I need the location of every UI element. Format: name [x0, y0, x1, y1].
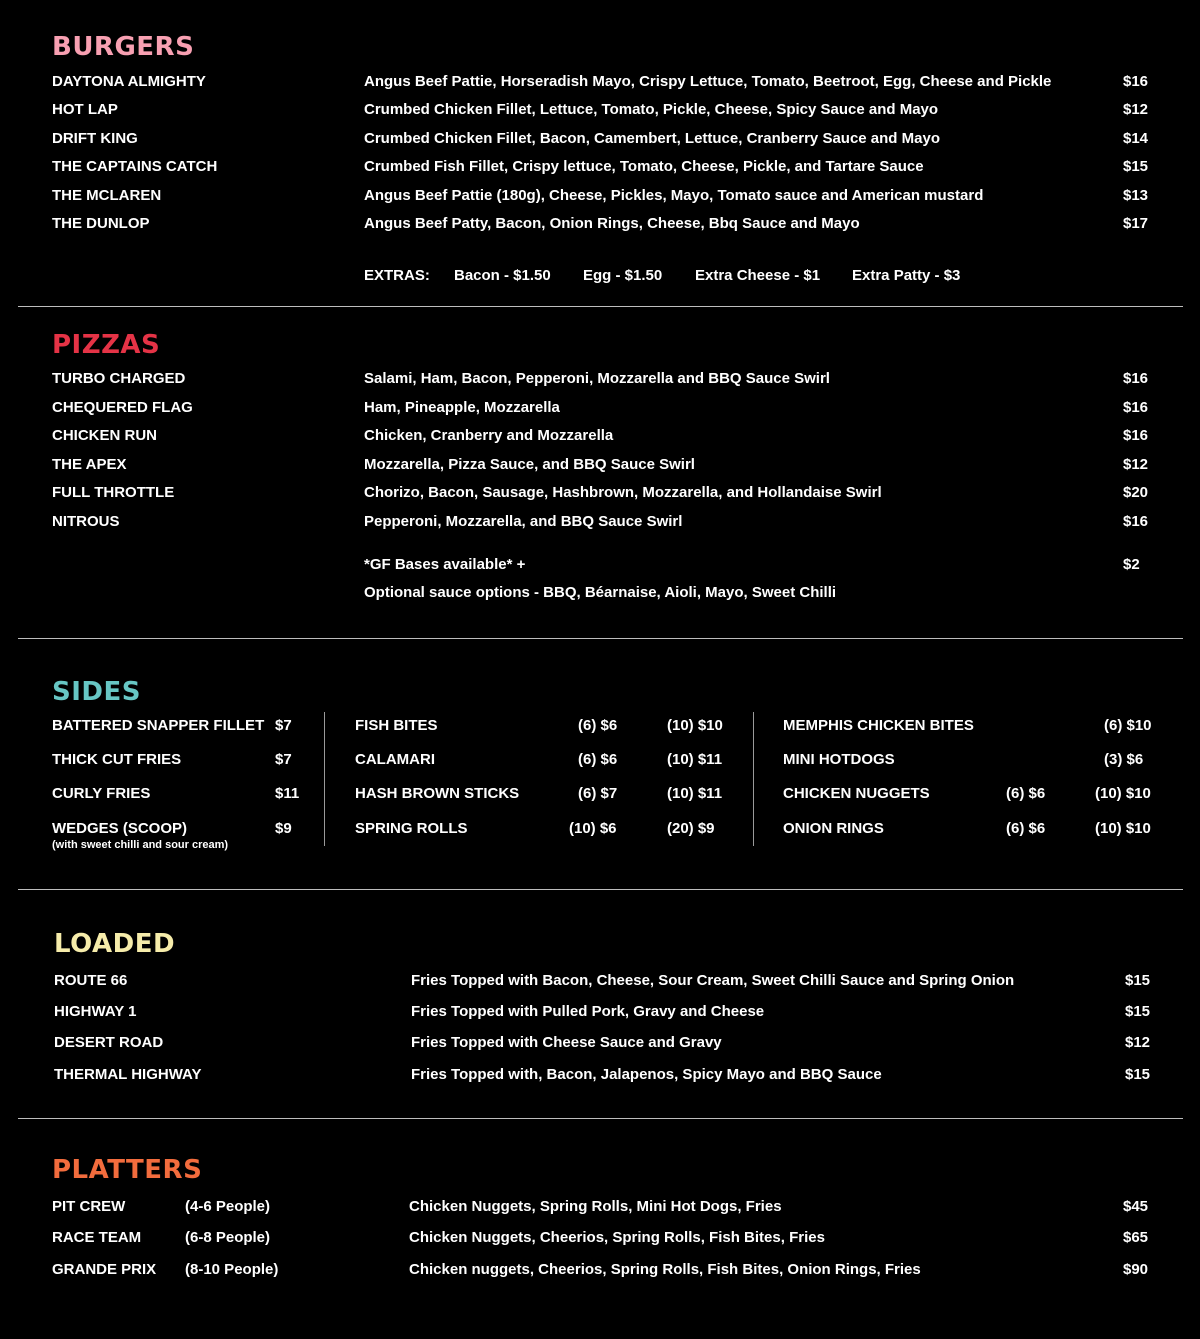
menu-item-price: $12	[1125, 1034, 1151, 1051]
gf-bases-note: *GF Bases available* +	[364, 556, 526, 573]
pizzas-heading: PIZZAS	[52, 330, 161, 360]
menu-item-description: Chicken nuggets, Cheerios, Spring Rolls, Fish Bites, Onion Rings, Fries	[409, 1261, 921, 1278]
menu-item-name: DRIFT KING	[52, 130, 138, 147]
side-item-name: SPRING ROLLS	[355, 820, 468, 837]
menu-item-description: Salami, Ham, Bacon, Pepperoni, Mozzarella and BBQ Sauce Swirl	[364, 370, 830, 387]
menu-item-name: FULL THROTTLE	[52, 484, 175, 501]
gf-bases-price: $2	[1123, 556, 1140, 573]
menu-item-description: Chicken Nuggets, Cheerios, Spring Rolls, Fish Bites, Fries	[409, 1229, 825, 1246]
side-item-price-small: (6) $6	[1006, 785, 1046, 802]
menu-item-name: GRANDE PRIX	[52, 1261, 157, 1278]
side-item-price: $7	[275, 751, 292, 768]
menu-item-price: $90	[1123, 1261, 1149, 1278]
side-item-price-small: (10) $6	[569, 820, 617, 837]
platter-serves: (8-10 People)	[185, 1261, 279, 1278]
side-item-price-small: (6) $6	[1006, 820, 1046, 837]
menu-item-name: NITROUS	[52, 513, 120, 530]
column-divider	[753, 712, 754, 846]
menu-item-price: $15	[1123, 158, 1149, 175]
menu-item-price: $16	[1123, 427, 1149, 444]
menu-item-description: Fries Topped with Cheese Sauce and Gravy	[411, 1034, 722, 1051]
side-item-name: MINI HOTDOGS	[783, 751, 895, 768]
menu-item-name: THERMAL HIGHWAY	[54, 1066, 202, 1083]
side-item-name: CHICKEN NUGGETS	[783, 785, 930, 802]
menu-item-description: Angus Beef Patty, Bacon, Onion Rings, Cheese, Bbq Sauce and Mayo	[364, 215, 860, 232]
menu-item-price: $14	[1123, 130, 1149, 147]
menu-item-price: $45	[1123, 1198, 1149, 1215]
side-item-price-small: (6) $6	[578, 717, 618, 734]
menu-item-price: $12	[1123, 101, 1149, 118]
section-divider	[18, 306, 1183, 307]
menu-item-price: $13	[1123, 187, 1149, 204]
side-item-price-large: (3) $6	[1104, 751, 1144, 768]
menu-item-price: $16	[1123, 513, 1149, 530]
section-divider	[18, 1118, 1183, 1119]
menu-item-description: Pepperoni, Mozzarella, and BBQ Sauce Swirl	[364, 513, 683, 530]
side-item-name: CURLY FRIES	[52, 785, 151, 802]
menu-item-price: $16	[1123, 73, 1149, 90]
side-item-name: HASH BROWN STICKS	[355, 785, 520, 802]
menu-item-name: THE APEX	[52, 456, 127, 473]
menu-item-description: Chorizo, Bacon, Sausage, Hashbrown, Mozzarella, and Hollandaise Swirl	[364, 484, 882, 501]
side-item-price-large: (10) $11	[667, 785, 723, 802]
menu-item-name: THE DUNLOP	[52, 215, 150, 232]
menu-item-price: $65	[1123, 1229, 1149, 1246]
menu-item-name: DESERT ROAD	[54, 1034, 164, 1051]
column-divider	[324, 712, 325, 846]
side-item-name: ONION RINGS	[783, 820, 884, 837]
menu-item-name: HOT LAP	[52, 101, 118, 118]
side-item-price-large: (10) $10	[667, 717, 723, 734]
menu-item-description: Chicken Nuggets, Spring Rolls, Mini Hot Dogs, Fries	[409, 1198, 782, 1215]
menu-item-name: RACE TEAM	[52, 1229, 142, 1246]
menu-item-price: $15	[1125, 1003, 1151, 1020]
extras-label: EXTRAS:	[364, 267, 430, 284]
menu-item-price: $20	[1123, 484, 1149, 501]
side-item-name: FISH BITES	[355, 717, 438, 734]
menu-item-name: THE CAPTAINS CATCH	[52, 158, 218, 175]
platters-heading: PLATTERS	[52, 1155, 203, 1185]
platter-serves: (4-6 People)	[185, 1198, 271, 1215]
menu-item-description: Fries Topped with Pulled Pork, Gravy and Cheese	[411, 1003, 765, 1020]
menu-item-description: Angus Beef Pattie, Horseradish Mayo, Crispy Lettuce, Tomato, Beetroot, Egg, Cheese and Pickle	[364, 73, 1052, 90]
side-item-name: MEMPHIS CHICKEN BITES	[783, 717, 974, 734]
menu-item-description: Crumbed Chicken Fillet, Lettuce, Tomato, Pickle, Cheese, Spicy Sauce and Mayo	[364, 101, 939, 118]
side-item-name: BATTERED SNAPPER FILLET	[52, 717, 265, 734]
side-item-name: THICK CUT FRIES	[52, 751, 182, 768]
side-item-name: WEDGES (SCOOP)	[52, 820, 188, 837]
menu-item-description: Crumbed Fish Fillet, Crispy lettuce, Tomato, Cheese, Pickle, and Tartare Sauce	[364, 158, 924, 175]
menu-item-name: CHEQUERED FLAG	[52, 399, 193, 416]
menu-item-description: Ham, Pineapple, Mozzarella	[364, 399, 560, 416]
sides-heading: SIDES	[52, 677, 141, 707]
extras-item: Extra Cheese - $1	[695, 267, 821, 284]
menu-item-price: $15	[1125, 972, 1151, 989]
menu-item-description: Mozzarella, Pizza Sauce, and BBQ Sauce Swirl	[364, 456, 695, 473]
wedges-note: (with sweet chilli and sour cream)	[52, 839, 229, 851]
side-item-price: $9	[275, 820, 292, 837]
menu-item-name: THE MCLAREN	[52, 187, 162, 204]
extras-item: Extra Patty - $3	[852, 267, 961, 284]
menu-item-description: Crumbed Chicken Fillet, Bacon, Camembert, Lettuce, Cranberry Sauce and Mayo	[364, 130, 940, 147]
sauce-options-note: Optional sauce options - BBQ, Béarnaise, Aioli, Mayo, Sweet Chilli	[364, 584, 837, 601]
section-divider	[18, 889, 1183, 890]
loaded-heading: LOADED	[54, 929, 176, 959]
menu-item-price: $12	[1123, 456, 1149, 473]
menu-item-name: HIGHWAY 1	[54, 1003, 137, 1020]
side-item-price-small: (6) $6	[578, 751, 618, 768]
menu-item-description: Chicken, Cranberry and Mozzarella	[364, 427, 614, 444]
side-item-price-small: (6) $7	[578, 785, 618, 802]
menu-item-name: ROUTE 66	[54, 972, 128, 989]
menu-item-name: DAYTONA ALMIGHTY	[52, 73, 206, 90]
menu-item-name: TURBO CHARGED	[52, 370, 186, 387]
section-divider	[18, 638, 1183, 639]
menu-item-description: Fries Topped with Bacon, Cheese, Sour Cream, Sweet Chilli Sauce and Spring Onion	[411, 972, 1015, 989]
side-item-price-large: (10) $10	[1095, 820, 1151, 837]
side-item-price: $7	[275, 717, 292, 734]
side-item-price-large: (6) $10	[1104, 717, 1152, 734]
platter-serves: (6-8 People)	[185, 1229, 271, 1246]
menu-item-price: $16	[1123, 370, 1149, 387]
menu-item-price: $16	[1123, 399, 1149, 416]
menu-item-price: $15	[1125, 1066, 1151, 1083]
extras-item: Egg - $1.50	[583, 267, 663, 284]
menu-item-description: Fries Topped with, Bacon, Jalapenos, Spicy Mayo and BBQ Sauce	[411, 1066, 882, 1083]
extras-item: Bacon - $1.50	[454, 267, 551, 284]
menu-item-name: CHICKEN RUN	[52, 427, 157, 444]
menu-item-name: PIT CREW	[52, 1198, 126, 1215]
side-item-price-large: (20) $9	[667, 820, 715, 837]
burgers-heading: BURGERS	[52, 32, 195, 62]
side-item-price-large: (10) $11	[667, 751, 723, 768]
menu-item-description: Angus Beef Pattie (180g), Cheese, Pickles, Mayo, Tomato sauce and American mustard	[364, 187, 984, 204]
side-item-name: CALAMARI	[355, 751, 435, 768]
side-item-price-large: (10) $10	[1095, 785, 1151, 802]
side-item-price: $11	[275, 785, 300, 802]
menu-item-price: $17	[1123, 215, 1149, 232]
